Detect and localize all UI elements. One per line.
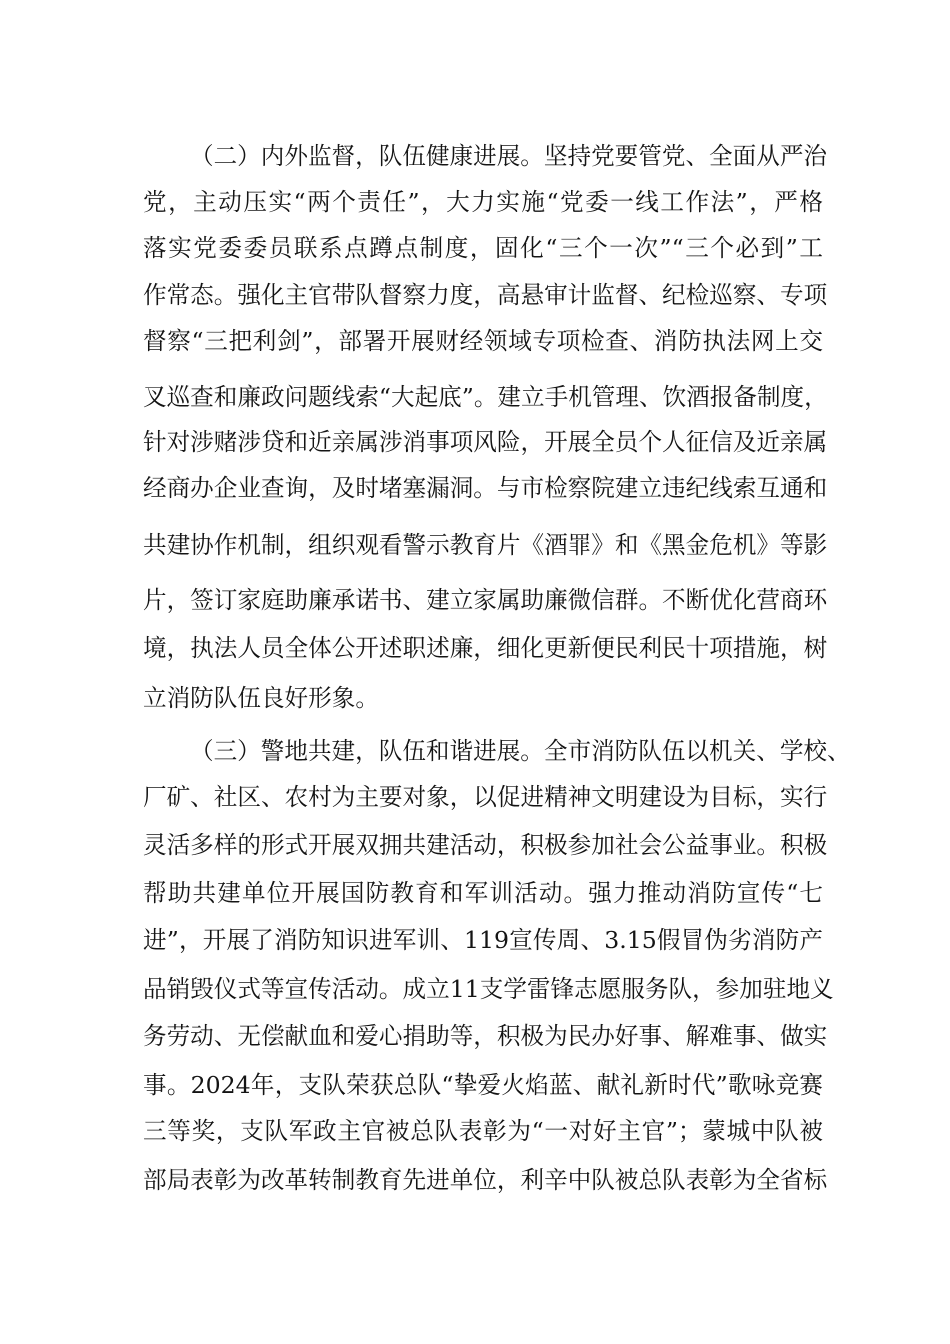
paragraph-3-line-3: 灵活多样的形式开展双拥共建活动，积极参加社会公益事业。积极	[143, 831, 828, 859]
paragraph-3-line-1: （三）警地共建，队伍和谐进展。全市消防队伍以机关、学校、	[190, 737, 851, 765]
paragraph-3-line-2: 厂矿、社区、农村为主要对象，以促进精神文明建设为目标，实行	[143, 783, 828, 811]
paragraph-2-line-2: 党，主动压实“两个责任”，大力实施“党委一线工作法”，严格	[143, 188, 823, 216]
paragraph-3-line-6: 品销毁仪式等宣传活动。成立11支学雷锋志愿服务队，参加驻地义	[143, 975, 834, 1003]
paragraph-2-line-8: 经商办企业查询，及时堵塞漏洞。与市检察院建立违纪线索互通和	[143, 474, 828, 502]
paragraph-2-line-4: 作常态。强化主官带队督察力度，高悬审计监督、纪检巡察、专项	[143, 281, 828, 309]
paragraph-2-line-6: 叉巡查和廉政问题线索“大起底”。建立手机管理、饮酒报备制度，	[143, 383, 828, 411]
paragraph-3-line-10: 部局表彰为改革转制教育先进单位，利辛中队被总队表彰为全省标	[143, 1166, 828, 1194]
paragraph-3-line-8: 事。2024年，支队荣获总队“挚爱火焰蓝、献礼新时代”歌咏竞赛	[143, 1071, 823, 1099]
paragraph-2-line-10: 片，签订家庭助廉承诺书、建立家属助廉微信群。不断优化营商环	[143, 586, 828, 614]
paragraph-2-line-12: 立消防队伍良好形象。	[143, 684, 379, 712]
paragraph-2-line-7: 针对涉赌涉贷和近亲属涉消事项风险，开展全员个人征信及近亲属	[143, 428, 828, 456]
paragraph-2-line-3: 落实党委委员联系点蹲点制度，固化“三个一次”“三个必到”工	[143, 234, 823, 262]
paragraph-3-line-7: 务劳动、无偿献血和爱心捐助等，积极为民办好事、解难事、做实	[143, 1022, 828, 1050]
paragraph-2-line-9: 共建协作机制，组织观看警示教育片《酒罪》和《黑金危机》等影	[143, 531, 828, 559]
paragraph-2-line-11: 境，执法人员全体公开述职述廉，细化更新便民利民十项措施，树	[143, 634, 828, 662]
paragraph-3-line-4: 帮助共建单位开展国防教育和军训活动。强力推动消防宣传“七	[143, 879, 823, 907]
paragraph-2-line-5: 督察“三把利剑”，部署开展财经领域专项检查、消防执法网上交	[143, 327, 823, 355]
paragraph-3-line-9: 三等奖，支队军政主官被总队表彰为“一对好主官”；蒙城中队被	[143, 1117, 823, 1145]
paragraph-3-line-5: 进”，开展了消防知识进军训、119宣传周、3.15假冒伪劣消防产	[143, 926, 823, 954]
paragraph-2-line-1: （二）内外监督，队伍健康进展。坚持党要管党、全面从严治	[190, 142, 828, 170]
